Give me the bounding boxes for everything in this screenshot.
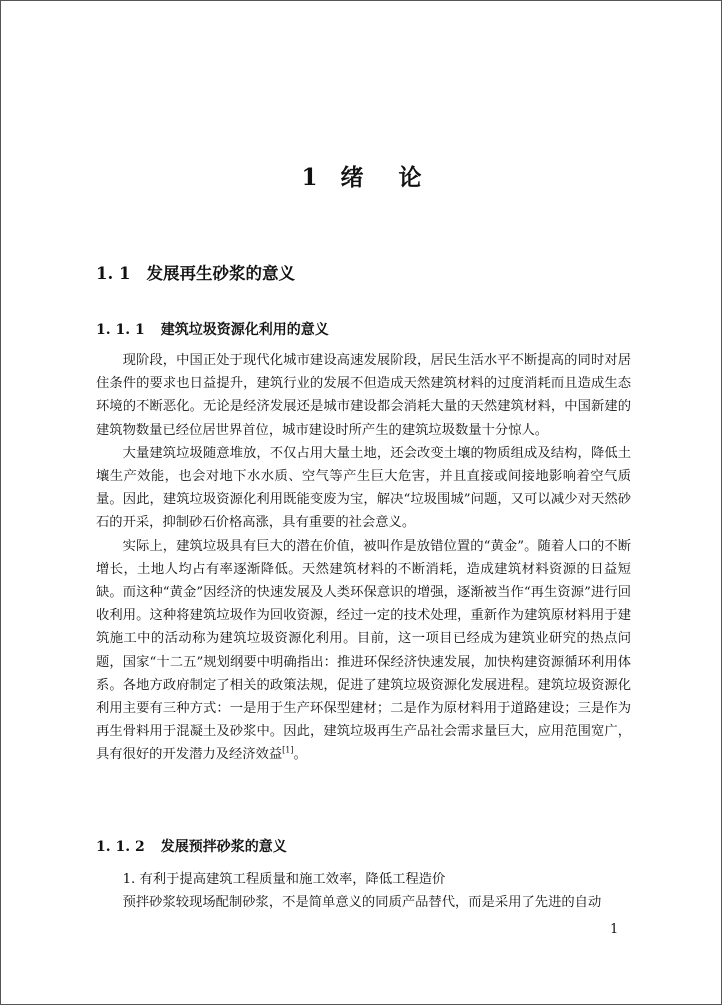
list-item: 1. 有利于提高建筑工程质量和施工效率，降低工程造价 [122,872,446,887]
section-heading [96,260,295,284]
page-number: 1 [610,922,619,937]
subsection-number-1: 1. 1. 1 [96,322,145,338]
chapter-title [1,159,722,192]
body-text-2 [96,868,631,914]
subsection-heading-1 [96,319,329,339]
subsection-heading-2 [96,836,287,856]
section-number: 1. 1 [96,264,131,283]
citation-ref: [1] [282,746,294,756]
section-title: 发展再生砂浆的意义 [146,264,295,283]
paragraph: 大量建筑垃圾随意堆放，不仅占用大量土地，还会改变土壤的物质组成及结构，降低土壤生产效能，也会对地下水水质、空气等产生巨大危害，并且直接或间接地影响着空气质量。因此，建筑垃圾资源化利用既能变废为宝，解决“垃圾围城”问题，又可以减少对天然砂石的开采，抑制砂石价格高涨，具有重要的社会意义。 [96,445,631,531]
paragraph-text: 实际上，建筑垃圾具有巨大的潜在价值，被叫作是放错位置的“黄金”。随着人口的不断增长，土地人均占有率逐渐降低。天然建筑材料的不断消耗，造成建筑材料资源的日益短缺。而这种“黄金”因经济的快速发展及人类环保意识的增强，逐渐被当作“再生资源”进行回收利用。这种将建筑垃圾作为回收资源，经过一定的技术处理，重新作为建筑原材料用于建筑施工中的活动称为建筑垃圾资源化利用。目前，这一项目已经成为建筑业研究的热点问题，国家“十二五”规划纲要中明确指出：推进环保经济快速发展，加快构建资源循环利用体系。各地方政府制定了相关的政策法规，促进了建筑垃圾资源化发展进程。建筑垃圾资源化利用主要有三种方式：一是用于生产环保型建材；二是作为原材料用于道路建设；三是作为再生骨料用于混凝土及砂浆中。因此，建筑垃圾再生产品社会需求量巨大，应用范围宽广，具有很好的开发潜力及经济效益 [96,538,631,763]
paragraph: 预拌砂浆较现场配制砂浆，不是简单意义的同质产品替代，而是采用了先进的自动 [122,895,602,911]
paragraph-tail: 。 [293,747,307,763]
chapter-title-char-2: 论 [398,164,423,191]
body-text-1 [96,349,631,767]
subsection-title-2: 发展预拌砂浆的意义 [160,839,287,855]
chapter-title-char-1: 绪 [340,164,365,191]
paragraph: 现阶段，中国正处于现代化城市建设高速发展阶段，居民生活水平不断提高的同时对居住条件的要求也日益提升，建筑行业的发展不但造成天然建筑材料的过度消耗而且造成生态环境的不断恶化。无论是经济发展还是城市建设都会消耗大量的天然建筑材料，中国新建的建筑物数量已经位居世界首位，城市建设时所产生的建筑垃圾数量十分惊人。 [96,353,631,438]
chapter-number: 1 [301,164,319,191]
paragraph [96,535,631,767]
subsection-title-1: 建筑垃圾资源化利用的意义 [160,322,329,338]
subsection-number-2: 1. 1. 2 [96,839,145,855]
